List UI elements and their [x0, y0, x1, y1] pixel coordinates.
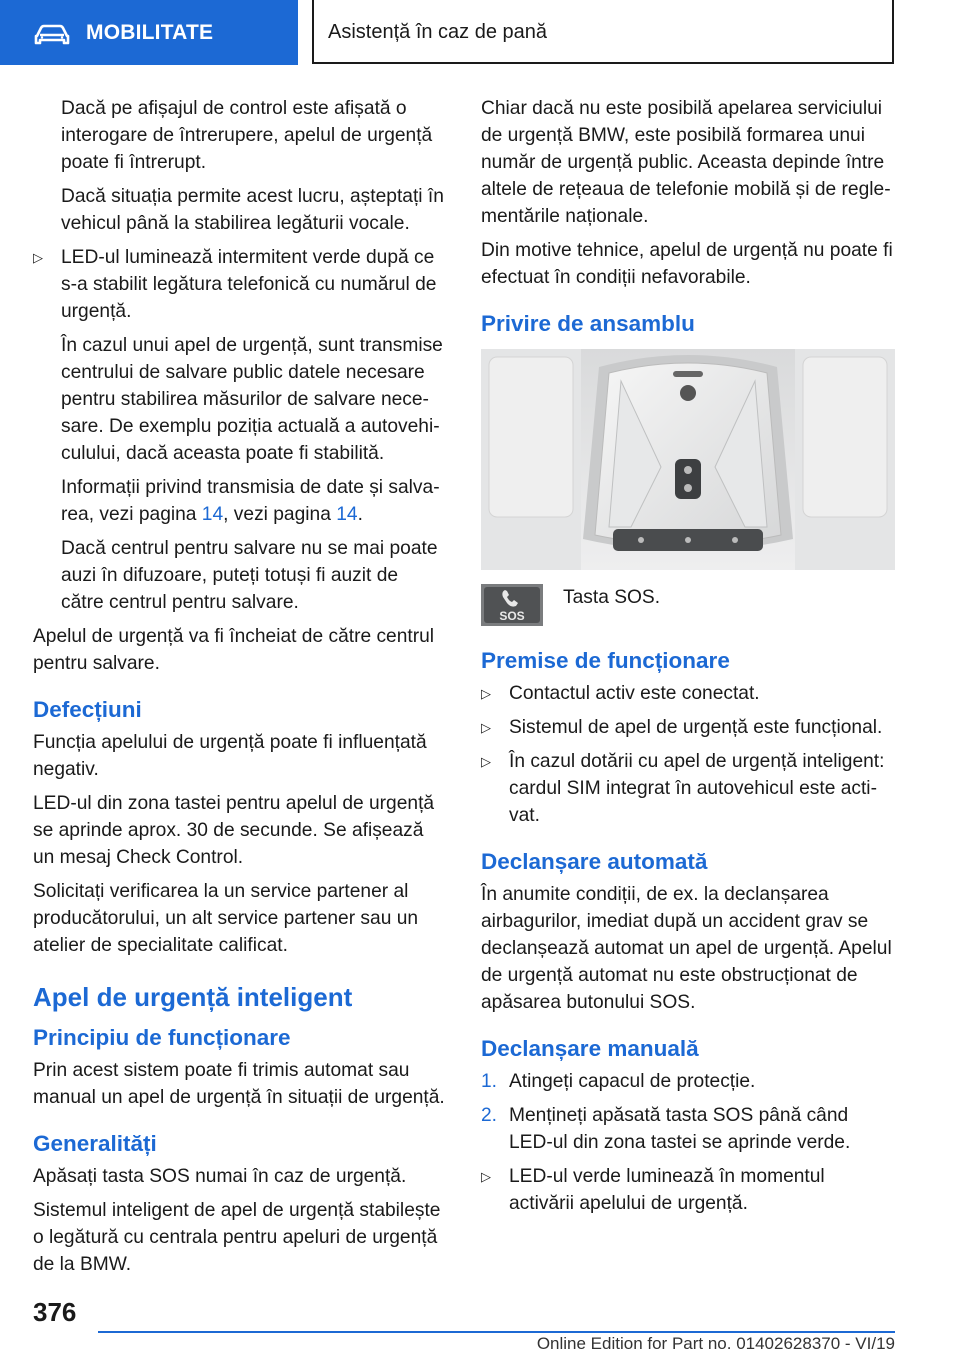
triangle-bullet-icon: ▷: [481, 720, 491, 735]
step-number: 2.: [481, 1105, 498, 1126]
paragraph: În anumite condiții, de ex. la declanșarea airbagurilor, imediat după un accident grav se declanșează automat un apel de urgență. Apelul de urgență automat nu este obstrucționat de apăsarea butonului SOS.: [481, 884, 892, 1013]
left-column: [33, 95, 445, 1285]
heading-apel-urgenta: Apel de urgență inteligent: [33, 982, 353, 1012]
page-link[interactable]: 14: [201, 504, 224, 525]
bullet-text: Contactul activ este conectat.: [509, 683, 760, 704]
heading-premise: Premise de funcționare: [481, 648, 730, 673]
heading-defectiuni: Defecțiuni: [33, 697, 142, 722]
car-icon: [34, 24, 70, 46]
step-text: Atingeți capacul de protecție.: [509, 1071, 756, 1092]
right-column: [481, 95, 895, 1224]
text: Informații privind transmisia de date și salvarea, vezi pagina: [61, 477, 440, 525]
paragraph: Dacă situația permite acest lucru, așteptați în vehicul până la stabilirea legăturii vocale.: [61, 186, 444, 234]
bullet-item: [481, 1163, 895, 1217]
bullet-item: [481, 748, 895, 829]
chapter-title: Asistență în caz de pană: [328, 21, 548, 43]
bullet-item: [33, 244, 445, 325]
heading-declansare-automata: Declanșare automată: [481, 849, 708, 874]
paragraph: Prin acest sistem poate fi trimis automat sau manual un apel de urgență în situații de urgență.: [33, 1060, 445, 1108]
triangle-bullet-icon: ▷: [481, 686, 491, 701]
step-text: Mențineți apăsată tasta SOS până când LED-ul din zona tastei se aprinde verde.: [509, 1105, 851, 1153]
overhead-console-photo: [481, 349, 895, 570]
paragraph: În cazul unui apel de urgență, sunt transmise centrului de salvare public datele necesare pentru stabilirea măsurilor de salvare necesare. De exemplu poziția actuală a autovehiculului, dacă aceasta poate fi stabilită.: [61, 335, 443, 464]
paragraph: Sistemul inteligent de apel de urgență stabilește o legătură cu centrala pentru apeluri de urgență de la BMW.: [33, 1200, 441, 1275]
numbered-step: [481, 1102, 895, 1156]
step-number: 1.: [481, 1071, 498, 1092]
paragraph: LED-ul din zona tastei pentru apelul de urgență se aprinde aprox. 30 de secunde. Se afișează un mesaj Check Control.: [33, 793, 435, 868]
sos-button-icon: [481, 584, 543, 626]
paragraph: Funcția apelului de urgență poate fi influențată negativ.: [33, 732, 427, 780]
text: .: [357, 504, 363, 525]
bullet-text: LED-ul luminează intermitent verde după ce s-a stabilit legătura telefonică cu numărul de urgență.: [61, 247, 437, 322]
section-label: MOBILITATE: [86, 21, 214, 44]
paragraph: Chiar dacă nu este posibilă apelarea serviciului de urgență BMW, este posibilă formarea unui număr de urgență public. Aceasta depinde între altele de rețeaua de telefonie mobilă și de reglementările naționale.: [481, 98, 891, 227]
heading-generalitati: Generalități: [33, 1131, 157, 1156]
triangle-bullet-icon: ▷: [33, 250, 43, 265]
footer-divider: [98, 1331, 895, 1333]
image-caption: Tasta SOS.: [563, 587, 661, 608]
heading-privire: Privire de ansamblu: [481, 311, 695, 336]
bullet-text: În cazul dotării cu apel de urgență inteligent: cardul SIM integrat în autovehicul este activat.: [509, 751, 885, 826]
triangle-bullet-icon: ▷: [481, 1169, 491, 1184]
paragraph: [33, 474, 445, 528]
text: , vezi pagina: [223, 504, 337, 525]
section-tab: [0, 0, 298, 65]
paragraph: Apăsați tasta SOS numai în caz de urgență.: [33, 1166, 407, 1187]
bullet-text: LED-ul verde luminează în momentul activării apelului de urgență.: [509, 1166, 825, 1214]
sos-icon-text: SOS: [499, 609, 525, 623]
chapter-header: [312, 0, 894, 64]
footer-edition: Online Edition for Part no. 01402628370 - VI/19: [536, 1334, 895, 1353]
triangle-bullet-icon: ▷: [481, 754, 491, 769]
bullet-text: Sistemul de apel de urgență este funcțional.: [509, 717, 883, 738]
numbered-step: [481, 1068, 895, 1095]
sos-caption-row: [481, 584, 895, 628]
paragraph: Solicitați verificarea la un service partener al producătorului, un alt service partener sau un atelier de specialitate calificat.: [33, 881, 419, 956]
page-number: 376: [33, 1297, 77, 1327]
heading-principiu: Principiu de funcționare: [33, 1025, 291, 1050]
heading-declansare-manuala: Declanșare manuală: [481, 1036, 699, 1061]
page-link[interactable]: 14: [336, 504, 358, 525]
paragraph: Dacă pe afișajul de control este afișată o interogare de întrerupere, apelul de urgență poate fi întrerupt.: [61, 98, 433, 173]
paragraph: Apelul de urgență va fi încheiat de către centrul pentru salvare.: [33, 626, 435, 674]
paragraph: Dacă centrul pentru salvare nu se mai poate auzi în difuzoare, puteți totuși fi auzit de către centrul pentru salvare.: [61, 538, 438, 613]
bullet-item: [481, 680, 895, 707]
paragraph: Din motive tehnice, apelul de urgență nu poate fi efectuat în condiții nefavorabile.: [481, 240, 893, 288]
bullet-item: [481, 714, 895, 741]
